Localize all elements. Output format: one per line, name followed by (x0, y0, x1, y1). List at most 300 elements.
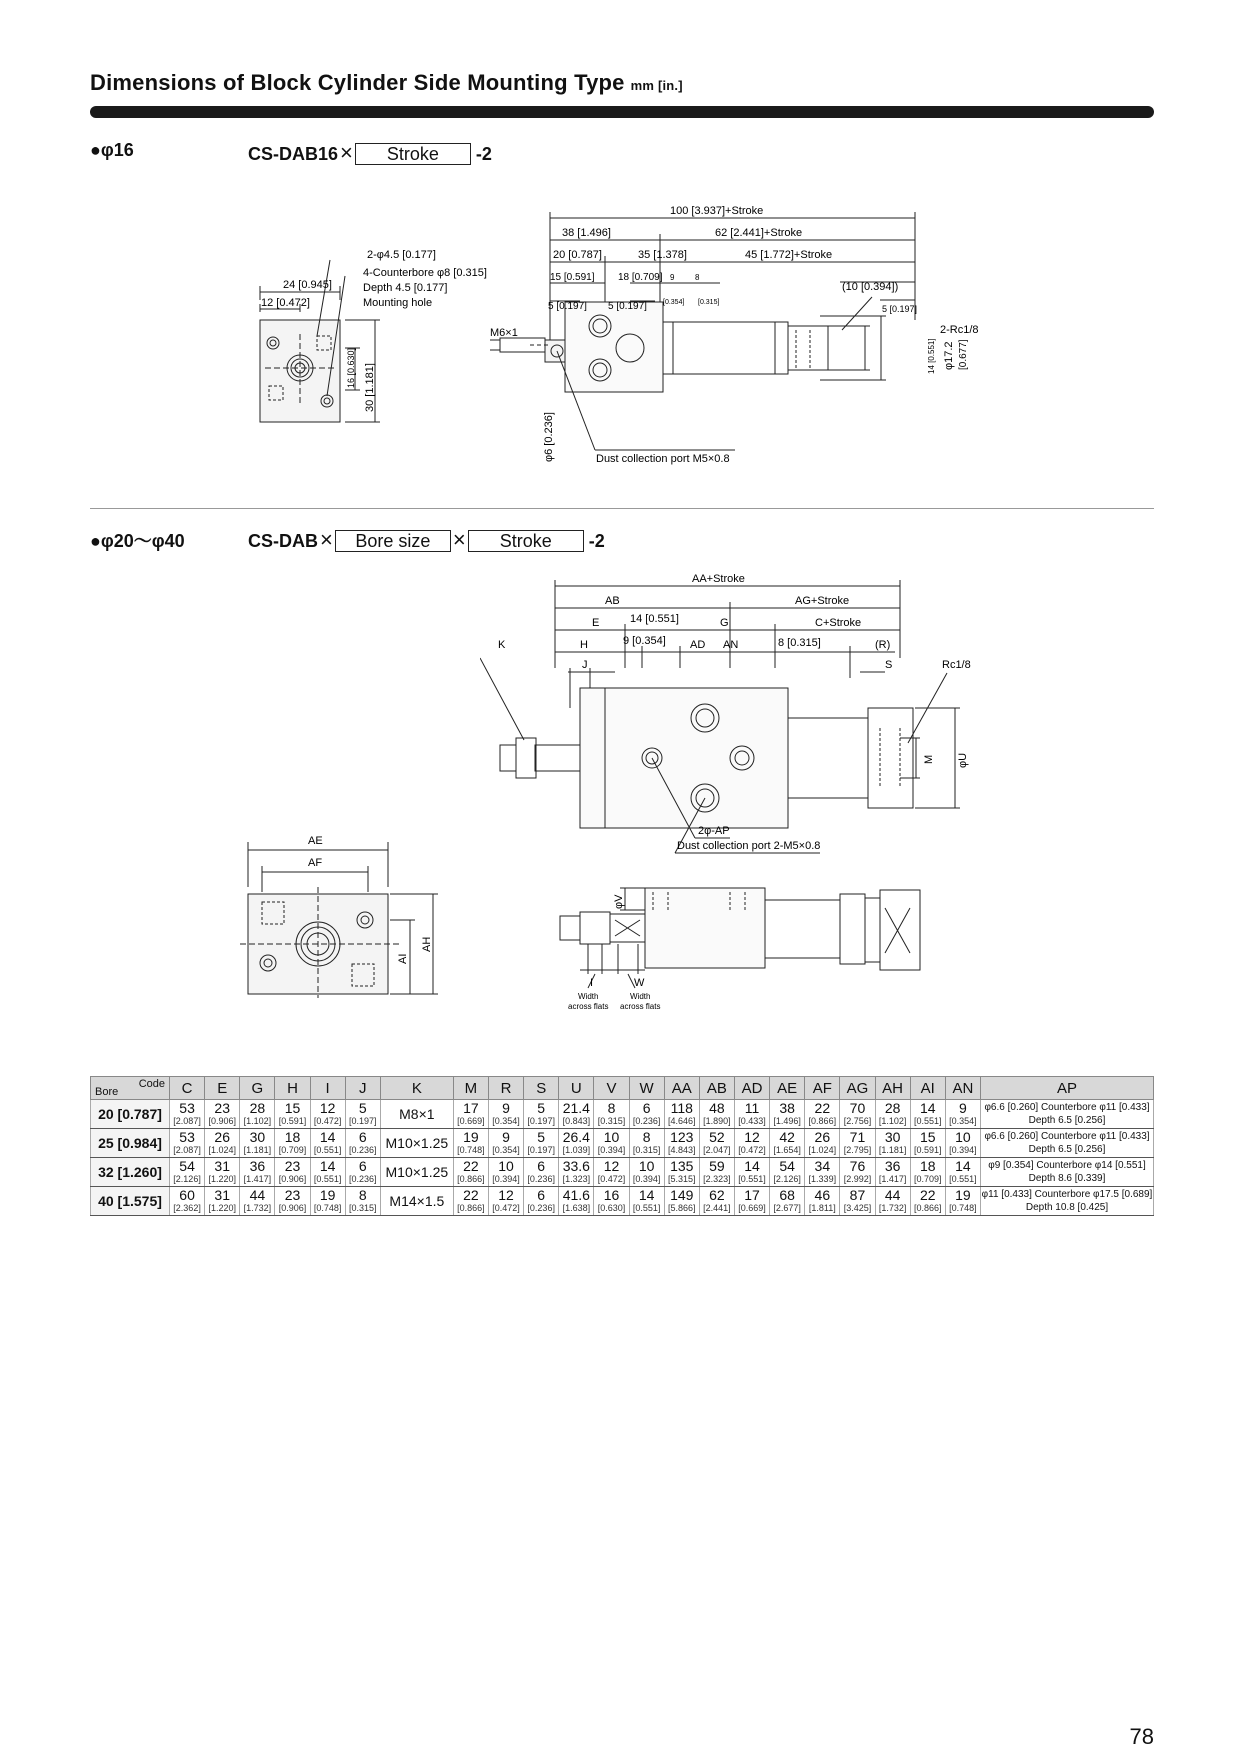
section2-model-prefix: CS-DAB (248, 531, 318, 551)
phi20-40-front-view (480, 568, 1000, 868)
dim-10: (10 [0.394]) (842, 281, 899, 293)
phi20-40-side-view (240, 832, 440, 1002)
table-cell (345, 1158, 380, 1187)
col-header: AN (945, 1077, 980, 1100)
title-text: Dimensions of Block Cylinder Side Mounting Type (90, 70, 625, 95)
cell-mm: 10 (955, 1129, 971, 1145)
table-cell (664, 1100, 699, 1129)
title-unit: mm [in.] (630, 78, 683, 93)
cell-inch: [0.591] (913, 1145, 942, 1155)
dim-8-in: [0.315] (698, 299, 720, 306)
col-header: U (559, 1077, 594, 1100)
cell-mm: 9 (502, 1129, 510, 1145)
cell-inch: [1.732] (878, 1203, 907, 1213)
dim-m: M (923, 754, 935, 764)
title-rule (90, 106, 1154, 118)
cell-mm: M8×1 (399, 1105, 435, 1122)
dim-ah: AH (421, 936, 433, 952)
cell-mm: 54 (779, 1158, 795, 1174)
dimension-table (90, 1076, 1154, 1216)
table-cell (840, 1129, 875, 1158)
table-cell (945, 1100, 980, 1129)
table-cell (770, 1187, 805, 1216)
table-cell (240, 1187, 275, 1216)
cell-inch: [0.472] (597, 1174, 626, 1184)
table-cell (699, 1158, 734, 1187)
cell-inch: [0.748] (457, 1145, 485, 1155)
cell-mm: 6 (537, 1158, 546, 1174)
cell-mm: 6 (642, 1100, 651, 1116)
cell-inch: [0.748] (949, 1203, 977, 1213)
section2-bore: ●φ20〜φ40 (90, 531, 185, 551)
dim-45: 45 [1.772]+Stroke (745, 249, 833, 261)
dim-8: 8 [0.315] (778, 637, 821, 649)
table-cell (275, 1129, 310, 1158)
table-cell (205, 1100, 240, 1129)
table-row (91, 1187, 1154, 1216)
section2-suffix: -2 (588, 531, 605, 551)
page-number: 78 (1129, 1724, 1154, 1749)
cell-inch: [2.992] (843, 1174, 872, 1184)
cell-mm: 9 (502, 1100, 510, 1116)
cell-mm: 135 (670, 1158, 694, 1174)
table-cell (453, 1158, 488, 1187)
col-header: AI (910, 1077, 945, 1100)
table-cell (488, 1187, 523, 1216)
col-header: AG (840, 1077, 875, 1100)
cell-mm: 46 (814, 1187, 831, 1203)
cell-inch: [1.181] (243, 1145, 272, 1155)
cell-mm: M10×1.25 (385, 1134, 449, 1151)
cell-inch: [0.866] (457, 1203, 485, 1213)
cell-inch: [1.102] (243, 1116, 272, 1126)
cell-mm: 12 (498, 1187, 514, 1203)
ap-cell (981, 1187, 1154, 1216)
table-cell (594, 1187, 629, 1216)
table-row (91, 1100, 1154, 1129)
table-cell (770, 1129, 805, 1158)
dim-5a: 5 [0.197] (548, 301, 587, 312)
table-cell (664, 1158, 699, 1187)
cell-inch: [0.866] (913, 1203, 942, 1213)
label-rc: 2-Rc1/8 (940, 324, 979, 336)
cell-inch: [1.638] (562, 1203, 591, 1213)
times-symbol: × (452, 527, 466, 552)
table-cell (945, 1158, 980, 1187)
table-cell (310, 1187, 345, 1216)
table-cell (699, 1129, 734, 1158)
cell-mm: 19 (955, 1187, 971, 1203)
ap-cell (981, 1158, 1154, 1187)
cell-inch: [0.197] (527, 1116, 555, 1126)
cell-mm: 10 (638, 1158, 655, 1174)
bore-size-box: Bore size (335, 530, 451, 552)
table-header-row (91, 1077, 1154, 1100)
table-cell (453, 1187, 488, 1216)
ap-line: φ9 [0.354] Counterbore φ14 [0.551] (988, 1160, 1146, 1171)
cell-inch: [0.394] (632, 1174, 661, 1184)
cell-mm: 34 (814, 1158, 831, 1174)
table-cell (524, 1187, 559, 1216)
cell-inch: [0.197] (527, 1145, 555, 1155)
cell-mm: 36 (884, 1158, 901, 1174)
cell-mm: 21.4 (562, 1100, 590, 1116)
dim-20: 20 [0.787] (553, 249, 602, 261)
cell-mm: 30 (884, 1129, 901, 1145)
cell-inch: [0.236] (527, 1174, 555, 1184)
table-cell (945, 1129, 980, 1158)
cell-mm: 12 (319, 1100, 336, 1116)
dim-38: 38 [1.496] (562, 227, 611, 239)
cell-mm: 44 (249, 1187, 266, 1203)
dim-ab: AB (605, 595, 620, 607)
phi20-40-lower-view (540, 878, 930, 1028)
cell-mm: 28 (884, 1100, 901, 1116)
table-cell (699, 1187, 734, 1216)
stroke-box: Stroke (355, 143, 471, 165)
cell-mm: 14 (744, 1158, 760, 1174)
i-width-label: Width (578, 992, 599, 1001)
cell-inch: [2.677] (773, 1203, 801, 1213)
col-header: K (380, 1077, 453, 1100)
dim-5b: 5 [0.197] (608, 301, 647, 312)
cell-inch: [1.417] (243, 1174, 272, 1184)
label-dust-port: Dust collection port M5×0.8 (596, 453, 730, 465)
cell-mm: 15 (919, 1129, 936, 1145)
cell-inch: [0.551] (913, 1116, 942, 1126)
cell-mm: 23 (284, 1187, 301, 1203)
dim-g: G (720, 617, 729, 629)
table-cell (345, 1100, 380, 1129)
cell-inch: [2.795] (843, 1145, 872, 1155)
cell-mm: 10 (603, 1129, 620, 1145)
table-cell (310, 1158, 345, 1187)
table-cell (488, 1100, 523, 1129)
cell-inch: [0.709] (278, 1145, 307, 1155)
col-header: J (345, 1077, 380, 1100)
cell-mm: 6 (358, 1158, 367, 1174)
cell-inch: [0.551] (313, 1145, 342, 1155)
table-cell (240, 1100, 275, 1129)
cell-mm: 30 (249, 1129, 266, 1145)
table-cell (559, 1129, 594, 1158)
col-header: V (594, 1077, 629, 1100)
label-dust-port-2: Dust collection port 2-M5×0.8 (677, 840, 821, 852)
dim-24: 24 [0.945] (283, 279, 332, 291)
cell-inch: [1.024] (208, 1145, 236, 1155)
cell-inch: [1.024] (808, 1145, 837, 1155)
table-cell (875, 1100, 910, 1129)
dim-ad: AD (690, 639, 706, 651)
cell-inch: [0.669] (738, 1203, 766, 1213)
cell-inch: [2.087] (173, 1145, 201, 1155)
dim-aa: AA+Stroke (692, 573, 745, 585)
corner-bore: Bore (95, 1086, 119, 1098)
cell-mm: 87 (849, 1187, 866, 1203)
cell-mm: 22 (919, 1187, 936, 1203)
dim-ae: AE (308, 835, 323, 847)
cell-mm: 8 (607, 1100, 616, 1116)
col-header: AD (734, 1077, 769, 1100)
table-cell (275, 1100, 310, 1129)
label-m6: M6×1 (490, 327, 518, 339)
table-cell (380, 1187, 453, 1216)
label-holes: 2-φ4.5 [0.177] (367, 249, 436, 261)
table-cell (380, 1158, 453, 1187)
table-cell (840, 1187, 875, 1216)
cell-inch: [0.433] (738, 1116, 766, 1126)
dim-14: 14 [0.551] (630, 613, 679, 625)
cell-mm: 36 (249, 1158, 266, 1174)
table-cell (629, 1100, 664, 1129)
col-header: C (170, 1077, 205, 1100)
cell-inch: [1.181] (878, 1145, 907, 1155)
col-header: AH (875, 1077, 910, 1100)
table-cell (205, 1158, 240, 1187)
table-cell (734, 1129, 769, 1158)
table-cell (629, 1158, 664, 1187)
cell-inch: [0.551] (949, 1174, 977, 1184)
cell-inch: [0.394] (949, 1145, 977, 1155)
col-header: AF (805, 1077, 840, 1100)
table-cell (170, 1129, 205, 1158)
table-cell (559, 1100, 594, 1129)
cell-inch: [1.417] (878, 1174, 907, 1184)
col-header: AE (770, 1077, 805, 1100)
cell-inch: [1.732] (243, 1203, 272, 1213)
times-symbol: × (340, 140, 353, 165)
dim-r: (R) (875, 639, 891, 651)
table-cell (734, 1158, 769, 1187)
cell-mm: 44 (884, 1187, 901, 1203)
cell-inch: [0.748] (313, 1203, 342, 1213)
w-width-label: Width (630, 992, 651, 1001)
cell-mm: 18 (284, 1129, 301, 1145)
cell-mm: 26 (814, 1129, 831, 1145)
cell-mm: 6 (358, 1129, 367, 1145)
cell-inch: [0.669] (457, 1116, 485, 1126)
page-title (90, 70, 683, 96)
cell-inch: [0.315] (597, 1116, 626, 1126)
table-cell (594, 1100, 629, 1129)
cell-inch: [0.236] (349, 1174, 377, 1184)
ap-line: φ11 [0.433] Counterbore φ17.5 [0.689] (981, 1189, 1153, 1200)
col-header: AP (981, 1077, 1154, 1100)
dim-af: AF (308, 857, 323, 869)
cell-mm: 11 (744, 1100, 760, 1116)
dim-an: AN (723, 639, 739, 651)
table-cell (945, 1187, 980, 1216)
table-cell (734, 1100, 769, 1129)
col-header: I (310, 1077, 345, 1100)
cell-mm: 22 (814, 1100, 831, 1116)
cell-inch: [2.441] (703, 1203, 731, 1213)
cell-inch: [0.472] (738, 1145, 766, 1155)
ap-line: Depth 6.5 [0.256] (1028, 1115, 1106, 1126)
table-cell (345, 1187, 380, 1216)
cell-inch: [1.496] (773, 1116, 801, 1126)
table-corner-cell (91, 1077, 170, 1100)
cell-inch: [2.362] (173, 1203, 201, 1213)
cell-inch: [4.646] (667, 1116, 696, 1126)
cell-inch: [0.236] (527, 1203, 555, 1213)
cell-mm: 28 (249, 1100, 266, 1116)
ap-line: Depth 8.6 [0.339] (1028, 1173, 1106, 1184)
dim-ai: AI (397, 953, 409, 964)
col-header: S (524, 1077, 559, 1100)
cell-inch: [2.047] (703, 1145, 731, 1155)
cell-inch: [0.866] (457, 1174, 485, 1184)
section2-model (248, 527, 605, 553)
table-cell (805, 1100, 840, 1129)
section-divider (90, 508, 1154, 509)
ap-cell (981, 1129, 1154, 1158)
cell-inch: [1.890] (703, 1116, 731, 1126)
dim-172: φ17.2 (943, 341, 955, 370)
dim-15: 15 [0.591] (550, 272, 595, 283)
cell-mm: 8 (642, 1129, 651, 1145)
section1-model-prefix: CS-DAB16 (248, 144, 339, 164)
phi16-front-view (490, 200, 1010, 480)
bore-cell: 40 [1.575] (91, 1187, 170, 1216)
cell-inch: [0.906] (278, 1174, 307, 1184)
cell-mm: M10×1.25 (385, 1163, 449, 1180)
dim-phi6: φ6 [0.236] (543, 412, 555, 462)
cell-inch: [0.551] (632, 1203, 661, 1213)
dim-u: φU (957, 752, 969, 768)
ap-line: φ6.6 [0.260] Counterbore φ11 [0.433] (984, 1102, 1150, 1113)
cell-mm: 48 (709, 1100, 725, 1116)
cell-mm: 5 (537, 1129, 546, 1145)
cell-inch: [2.087] (173, 1116, 201, 1126)
table-cell (240, 1158, 275, 1187)
cell-mm: 15 (284, 1100, 301, 1116)
table-cell (380, 1100, 453, 1129)
times-symbol: × (320, 527, 333, 552)
table-cell (170, 1187, 205, 1216)
cell-inch: [0.354] (492, 1116, 520, 1126)
dim-30: 30 [1.181] (364, 363, 376, 412)
cell-inch: [1.102] (878, 1116, 907, 1126)
cell-mm: 42 (779, 1129, 795, 1145)
cell-mm: 22 (463, 1187, 479, 1203)
cell-inch: [3.425] (843, 1203, 872, 1213)
table-cell (524, 1100, 559, 1129)
col-header: R (488, 1077, 523, 1100)
cell-mm: 53 (179, 1129, 195, 1145)
ap-cell (981, 1100, 1154, 1129)
ap-line: φ6.6 [0.260] Counterbore φ11 [0.433] (984, 1131, 1150, 1142)
cell-mm: 31 (214, 1158, 230, 1174)
cell-inch: [0.906] (208, 1116, 236, 1126)
bore-cell: 25 [0.984] (91, 1129, 170, 1158)
cell-inch: [0.591] (278, 1116, 307, 1126)
col-header: E (205, 1077, 240, 1100)
table-cell (594, 1158, 629, 1187)
cell-mm: 38 (779, 1100, 795, 1116)
dim-9: 9 (670, 273, 675, 282)
cell-mm: 149 (670, 1187, 694, 1203)
dim-j: J (582, 659, 588, 671)
cell-mm: 16 (603, 1187, 620, 1203)
cell-inch: [0.906] (278, 1203, 307, 1213)
table-cell (524, 1129, 559, 1158)
table-cell (910, 1158, 945, 1187)
col-header: M (453, 1077, 488, 1100)
dim-35: 35 [1.378] (638, 249, 687, 261)
cell-inch: [2.756] (843, 1116, 872, 1126)
cell-mm: 17 (463, 1100, 479, 1116)
cell-inch: [0.315] (349, 1203, 377, 1213)
table-cell (275, 1187, 310, 1216)
cell-inch: [0.551] (738, 1174, 766, 1184)
dim-k: K (498, 639, 506, 651)
col-header: AA (664, 1077, 699, 1100)
i-across-flats-label: across flats (568, 1002, 609, 1011)
col-header: H (275, 1077, 310, 1100)
dim-s: S (885, 659, 893, 671)
table-cell (664, 1187, 699, 1216)
table-cell (770, 1100, 805, 1129)
cell-mm: 12 (603, 1158, 620, 1174)
section1-suffix: -2 (475, 144, 492, 164)
label-depth: Depth 4.5 [0.177] (363, 282, 448, 294)
cell-mm: 12 (744, 1129, 760, 1145)
col-header: W (629, 1077, 664, 1100)
table-cell (875, 1129, 910, 1158)
cell-inch: [1.654] (773, 1145, 801, 1155)
cell-mm: M14×1.5 (389, 1192, 445, 1209)
col-header: G (240, 1077, 275, 1100)
phi16-side-view (255, 240, 515, 450)
cell-inch: [0.236] (632, 1116, 661, 1126)
cell-mm: 41.6 (562, 1187, 590, 1203)
cell-inch: [1.339] (808, 1174, 837, 1184)
cell-inch: [2.323] (703, 1174, 731, 1184)
dim-w: W (634, 977, 645, 989)
label-counterbore: 4-Counterbore φ8 [0.315] (363, 267, 487, 279)
cell-mm: 53 (179, 1100, 195, 1116)
cell-inch: [1.220] (208, 1203, 236, 1213)
cell-inch: [0.551] (313, 1174, 342, 1184)
table-cell (734, 1187, 769, 1216)
table-cell (629, 1129, 664, 1158)
cell-inch: [0.630] (597, 1203, 626, 1213)
table-cell (875, 1158, 910, 1187)
cell-mm: 14 (319, 1158, 336, 1174)
cell-inch: [0.354] (949, 1116, 977, 1126)
cell-inch: [0.472] (492, 1203, 520, 1213)
dim-12: 12 [0.472] (261, 297, 310, 309)
table-cell (875, 1187, 910, 1216)
cell-mm: 70 (849, 1100, 866, 1116)
cell-inch: [0.354] (492, 1145, 520, 1155)
dim-8: 8 (695, 273, 700, 282)
table-cell (310, 1129, 345, 1158)
ap-line: Depth 10.8 [0.425] (1025, 1202, 1109, 1213)
dim-9-in: [0.354] (663, 299, 685, 306)
cell-inch: [0.315] (632, 1145, 661, 1155)
cell-mm: 23 (214, 1100, 230, 1116)
cell-inch: [0.394] (492, 1174, 520, 1184)
cell-mm: 9 (959, 1100, 967, 1116)
cell-mm: 60 (179, 1187, 195, 1203)
cell-inch: [0.472] (313, 1116, 342, 1126)
dim-14: 14 [0.551] (927, 338, 936, 374)
table-cell (205, 1187, 240, 1216)
table-cell (840, 1158, 875, 1187)
table-cell (629, 1187, 664, 1216)
